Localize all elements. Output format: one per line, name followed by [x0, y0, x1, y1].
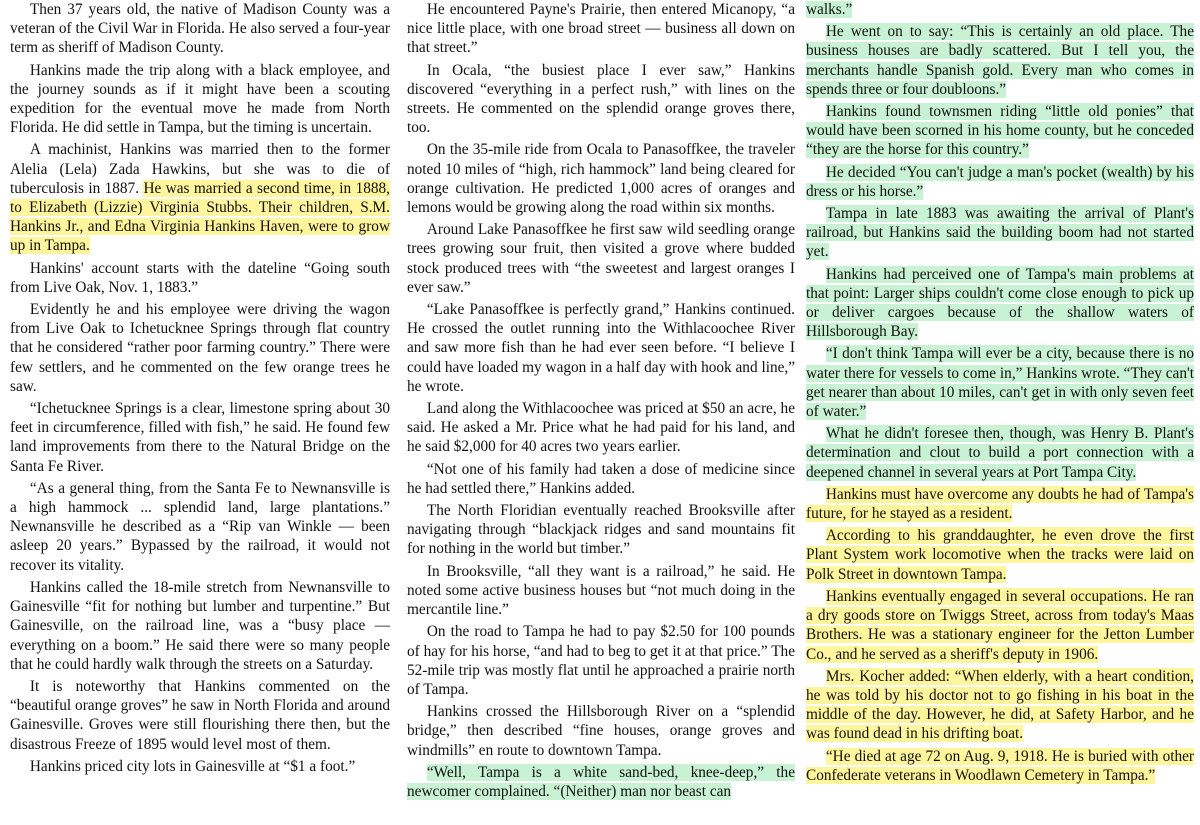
paragraph: In Brooksville, “all they want is a railroad,” he said. He noted some active business houses but “not much doing in the mercantile line.”	[407, 562, 795, 619]
paragraph: Around Lake Panasoffkee he first saw wild seedling orange trees growing sour fruit, then visited a grove where budded stock produced trees with “the sweetest and largest oranges I ever saw.”	[407, 221, 795, 296]
highlighted-text: Hankins had perceived one of Tampa's main problems at that point: Larger ships couldn't come close enough to pick up or deliver cargoes because of the shallow waters of Hillsborough Bay.	[806, 265, 1194, 341]
paragraph-text: A machinist, Hankins was married then to the former Alelia (Lela) Zada Hawkins, but she was to die of tuberculosis in 1887.	[10, 141, 390, 197]
paragraph	[806, 526, 1194, 584]
article-column-1	[10, 0, 390, 825]
highlighted-text: “He died at age 72 on Aug. 9, 1918. He is buried with other Confederate veterans in Woodlawn Cemetery in Tampa.”	[806, 747, 1194, 784]
paragraph: On the 35-mile ride from Ocala to Panasoffkee, the traveler noted 10 miles of “high, rich hammock” land being cleared for orange cultivation. He predicted 1,000 acres of oranges and lemons would be growing along the road within six months.	[407, 141, 795, 217]
highlighted-text: Tampa in late 1883 was awaiting the arrival of Plant's railroad, but Hankins said the building boom had not started yet.	[806, 205, 1194, 261]
paragraph	[407, 763, 795, 801]
paragraph	[10, 140, 390, 255]
paragraph: It is noteworthy that Hankins commented on the “beautiful orange groves” he saw in North Florida and around Gainesville. Groves were still flourishing there then, but the disastrous Freeze of 1895 would level most of them.	[10, 677, 390, 753]
highlighted-text: Mrs. Kocher added: “When elderly, with a heart condition, he was told by his doctor not to go fishing in his boat in the middle of the day. However, he did, at Safety Harbor, and he was found dead in his drifting boat.	[806, 667, 1194, 743]
paragraph: “Ichetucknee Springs is a clear, limestone spring about 30 feet in circumference, filled with fish,” he said. He found few land improvements from there to the Natural Bridge on the Santa Fe River.	[10, 400, 390, 475]
paragraph	[806, 424, 1194, 482]
highlighted-text: Hankins found townsmen riding “little old ponies” that would have been scorned in his home county, but he conceded “they are the horse for this country.”	[806, 103, 1194, 159]
paragraph	[806, 204, 1194, 262]
paragraph: On the road to Tampa he had to pay $2.50 for 100 pounds of hay for his horse, “and had to beg to get it at that price.” The 52-mile trip was mostly flat until he approached a prairie north of Tampa.	[407, 623, 795, 698]
paragraph	[806, 0, 1194, 19]
paragraph: He encountered Payne's Prairie, then entered Micanopy, “a nice little place, with one broad street — business all down on that street.”	[407, 1, 795, 57]
highlighted-text: He decided “You can't judge a man's pocket (wealth) by his dress or his horse.”	[806, 163, 1194, 200]
highlighted-text: What he didn't foresee then, though, was Henry B. Plant's determination and clout to build a port connection with a deepened channel in several years at Port Tampa City.	[806, 425, 1194, 481]
highlighted-text: walks.”	[806, 1, 853, 18]
highlighted-text: He went on to say: “This is certainly an old place. The business houses are badly scattered. But I tell you, the merchants handle Spanish gold. Every man who comes in spends three or four doubloons.”	[806, 23, 1194, 98]
paragraph	[806, 667, 1194, 744]
paragraph: “As a general thing, from the Santa Fe to Newnansville is a high hammock ... splendid land, large plantations.” Newnansville he described as a “Rip van Winkle — been asleep 20 years.” Bypassed by the railroad, it would not recover its vitality.	[10, 479, 390, 574]
highlighted-text: Hankins eventually engaged in several occupations. He ran a dry goods store on Twiggs Street, across from today's Maas Brothers. He was a stationary engineer for the Jetton Lumber Co., and he served as a sheriff's deputy in 1906.	[806, 587, 1194, 663]
paragraph: Hankins called the 18-mile stretch from Newnansville to Gainesville “fit for nothing but lumber and turpentine.” But Gainesville, on the railroad line, was a “busy place — everything on a boom.” He said there were so many people that he could hardly walk through the streets on a Saturday.	[10, 578, 390, 673]
paragraph	[806, 265, 1194, 342]
paragraph: Evidently he and his employee were driving the wagon from Live Oak to Ichetucknee Springs through flat country that he considered “rather poor farming country.” There were few settlers, and he commented on the few orange trees he saw.	[10, 301, 390, 395]
highlighted-text: “Well, Tampa is a white sand-bed, knee-deep,” the newcomer complained. “(Neither) man nor beast can	[407, 763, 795, 800]
paragraph: Hankins priced city lots in Gainesville at “$1 a foot.”	[29, 757, 356, 775]
paragraph: In Ocala, “the busiest place I ever saw,” Hankins discovered “everything in a perfect rush,” with lines on the streets. He commented on the splendid orange groves there, too.	[407, 61, 795, 137]
highlighted-text: He was married a second time, in 1888, to Elizabeth (Lizzie) Virginia Stubbs. Their children, S.M. Hankins Jr., and Edna Virginia Hankins Haven, were to grow up in Tampa.	[10, 179, 390, 255]
paragraph: Land along the Withlacoochee was priced at $50 an acre, he said. He asked a Mr. Price what he had paid for his land, and he said $2,000 for 40 acres two years earlier.	[407, 400, 795, 456]
highlighted-text: According to his granddaughter, he even drove the first Plant System work locomotive when the tracks were laid on Polk Street in downtown Tampa.	[806, 527, 1194, 583]
paragraph	[806, 587, 1194, 664]
paragraph: “Lake Panasoffkee is perfectly grand,” Hankins continued. He crossed the outlet running into the Withlacoochee River and saw more fish than he had ever seen before. “I believe I could have loaded my wagon in a half day with hook and line,” he wrote.	[407, 301, 795, 395]
paragraph	[806, 344, 1194, 421]
highlighted-text: “I don't think Tampa will ever be a city, because there is no water there for vessels to come in,” Hankins wrote. “They can't get nearer than about 10 miles, can't get in with only seven feet of water.”	[806, 345, 1194, 421]
paragraph	[806, 485, 1194, 523]
highlighted-text: Hankins must have overcome any doubts he had of Tampa's future, for he stayed as a resident.	[806, 485, 1194, 523]
paragraph	[806, 22, 1194, 99]
paragraph: Hankins made the trip along with a black employee, and the journey sounds as if it might have been a scouting expedition for the eventual move he made from North Florida. He did settle in Tampa, but the timing is uncertain.	[10, 61, 390, 137]
paragraph	[806, 102, 1194, 160]
paragraph: Then 37 years old, the native of Madison County was a veteran of the Civil War in Florida. He also served a four-year term as sheriff of Madison County.	[10, 1, 390, 57]
paragraph	[806, 163, 1194, 201]
paragraph: Hankins crossed the Hillsborough River on a “splendid bridge,” then described “fine houses, orange groves and windmills” en route to downtown Tampa.	[407, 703, 795, 759]
paragraph: The North Floridian eventually reached Brooksville after navigating through “blackjack ridges and sand mountains fit for nothing in the world but timber.”	[407, 502, 795, 558]
paragraph: Hankins' account starts with the dateline “Going south from Live Oak, Nov. 1, 1883.”	[10, 259, 390, 296]
article-column-2	[407, 0, 795, 825]
article-column-3	[806, 0, 1194, 825]
paragraph: “Not one of his family had taken a dose of medicine since he had settled there,” Hankins added.	[407, 460, 795, 497]
paragraph	[806, 747, 1194, 785]
